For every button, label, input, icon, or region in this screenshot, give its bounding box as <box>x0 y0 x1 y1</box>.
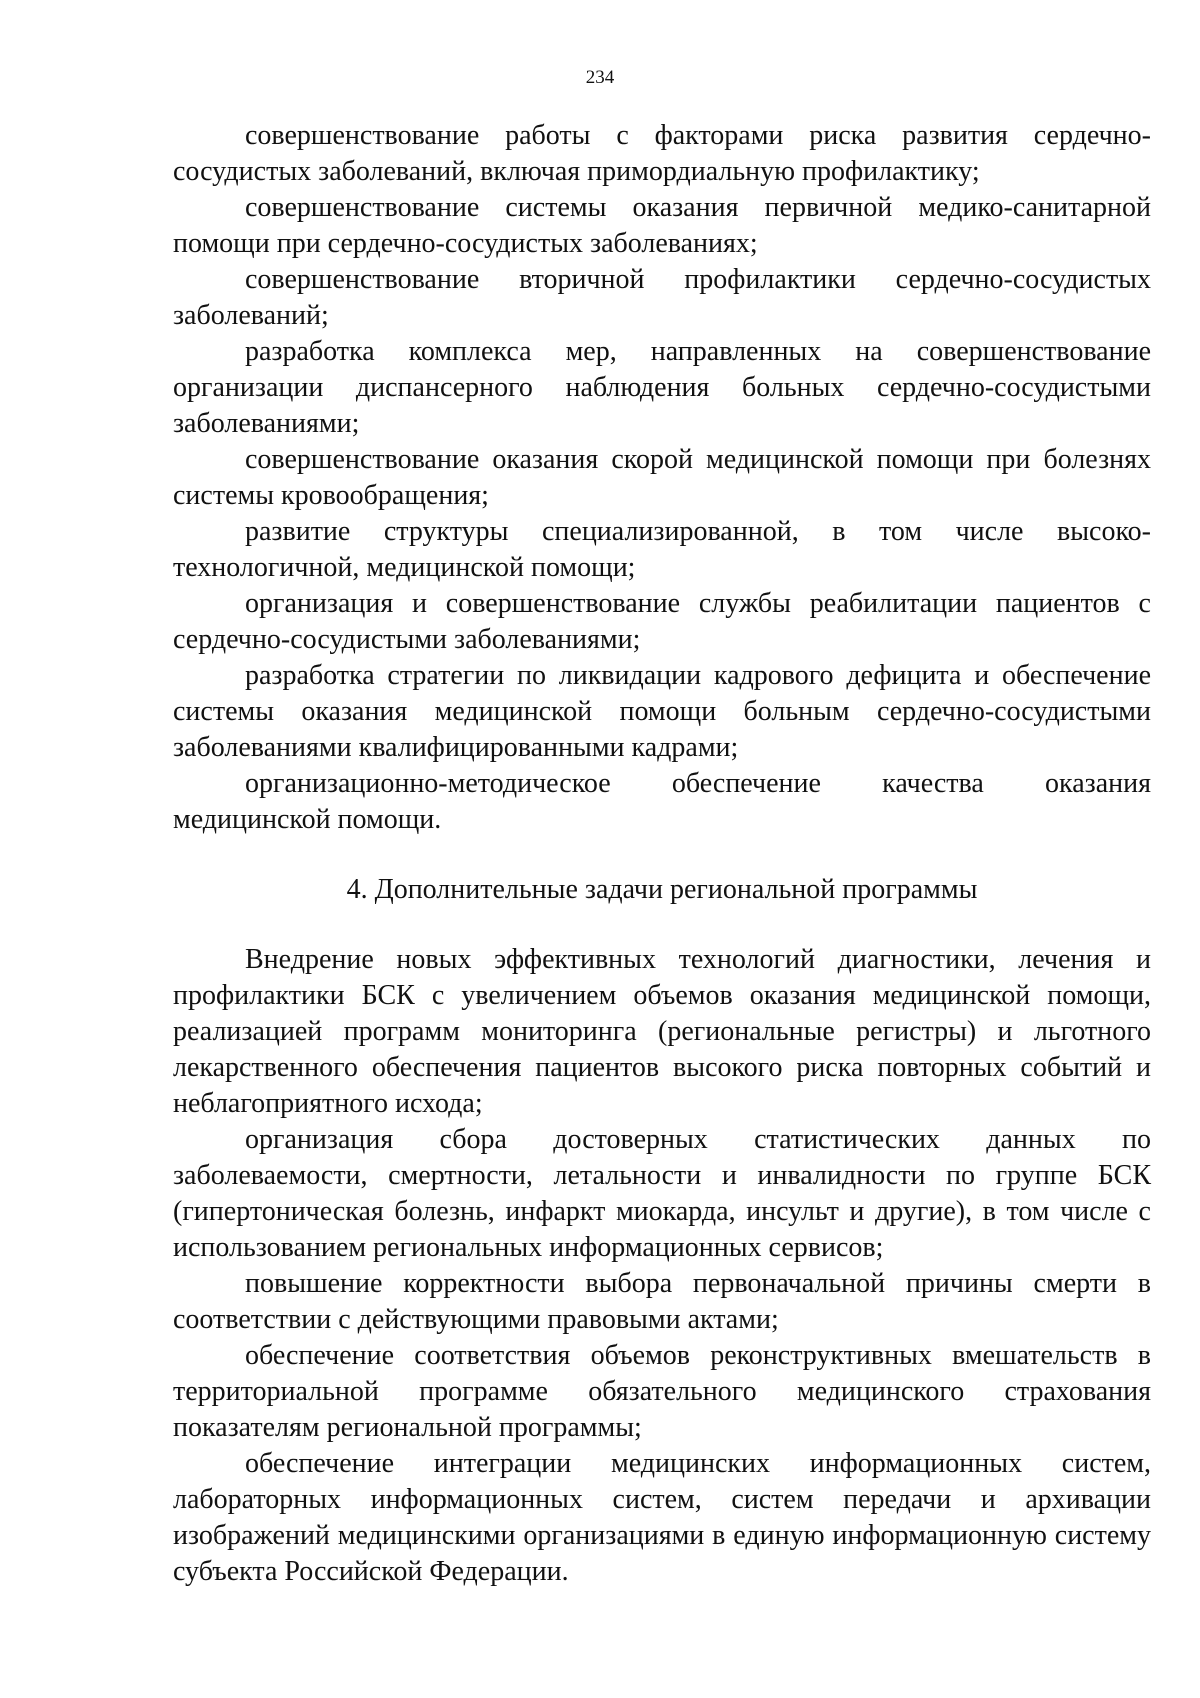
section1-item: разработка комплекса мер, направленных на совершенствование организации диспансерного наблюдения больных сердечно-сосудистыми заболеваниями; <box>173 336 1151 439</box>
section1-item: организация и совершенствование службы реабилитации пациентов с сердечно-сосудистыми заболеваниями; <box>173 588 1151 655</box>
section2-item: повышение корректности выбора первоначальной причины смерти в соответствии с действующими правовыми актами; <box>173 1268 1151 1335</box>
section2-item: обеспечение соответствия объемов реконструктивных вмешательств в территориальной программе обязательного медицинского страхования показателям региональной программы; <box>173 1340 1151 1443</box>
section1-item: совершенствование оказания скорой медицинской помощи при болезнях системы кровообращения; <box>173 444 1151 511</box>
section1-item: организационно-методическое обеспечение качества оказания медицинской помощи. <box>173 768 1151 835</box>
section2-item: обеспечение интеграции медицинских информационных систем, лабораторных информационных систем, систем передачи и архивации изображений медицинскими организациями в единую информационную систему субъекта Российской Федерации. <box>173 1448 1151 1587</box>
section1-item: совершенствование системы оказания первичной медико-санитарной помощи при сердечно-сосудистых заболеваниях; <box>173 192 1151 259</box>
section1-item: совершенствование работы с факторами риска развития сердечно-сосудистых заболеваний, включая примордиальную профилактику; <box>173 120 1151 187</box>
section2-item: Внедрение новых эффективных технологий диагностики, лечения и профилактики БСК с увеличением объемов оказания медицинской помощи, реализацией программ мониторинга (региональные регистры) и льготного лекарственного обеспечения пациентов высокого риска повторных событий и неблагоприятного исхода; <box>173 944 1151 1119</box>
section1-item: совершенствование вторичной профилактики сердечно-сосудистых заболеваний; <box>173 264 1151 331</box>
section1-item: разработка стратегии по ликвидации кадрового дефицита и обеспечение системы оказания медицинской помощи больным сердечно-сосудистыми заболеваниями квалифицированными кадрами; <box>173 660 1151 763</box>
section2-item: организация сбора достоверных статистических данных по заболеваемости, смертности, летальности и инвалидности по группе БСК (гипертоническая болезнь, инфаркт миокарда, инсульт и другие), в том числе с использованием региональных информационных сервисов; <box>173 1124 1151 1263</box>
section1-item: развитие структуры специализированной, в том числе высоко-технологичной, медицинской помощи; <box>173 516 1151 583</box>
document-body <box>173 118 1151 1590</box>
section-heading: 4. Дополнительные задачи региональной программы <box>346 874 978 905</box>
page-number: 234 <box>585 67 615 88</box>
